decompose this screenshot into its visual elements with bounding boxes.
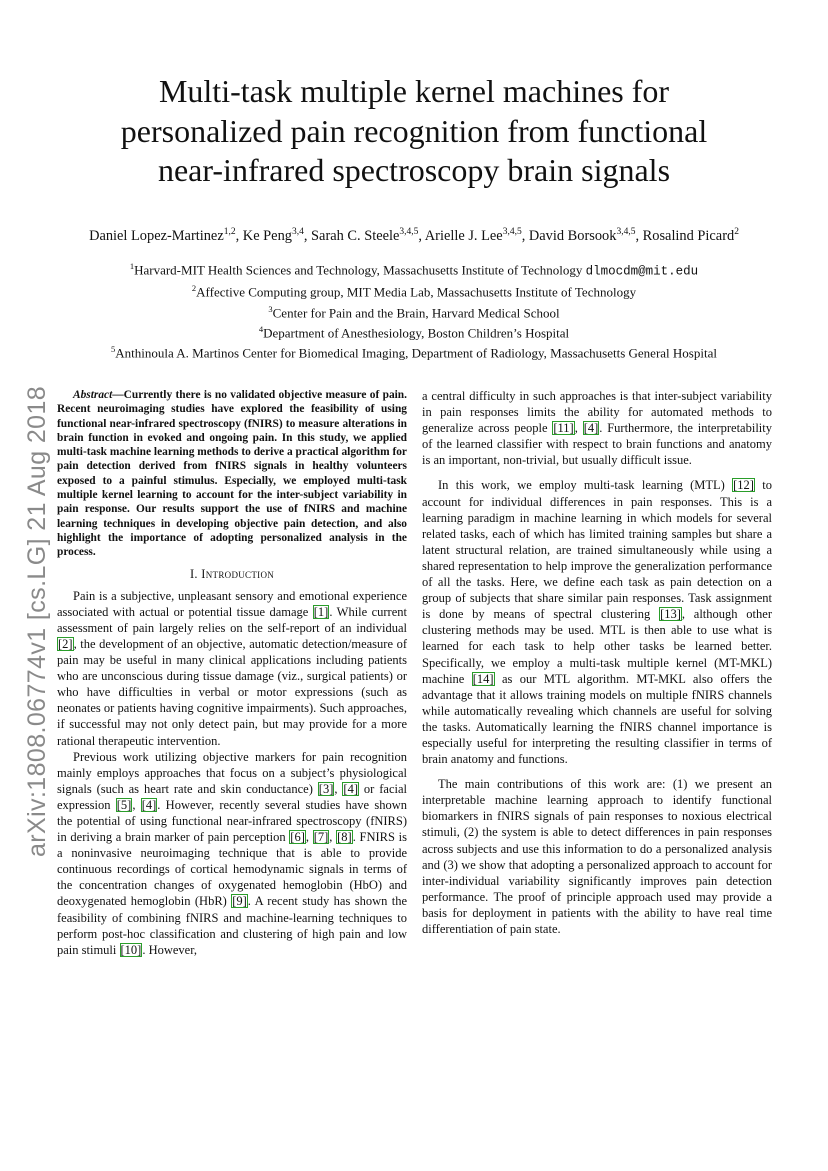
citation-link[interactable]: [11] [553,421,574,436]
affiliation: $^3$Center for Pain and the Brain, Harvard Medical School [268,303,560,320]
citation-link[interactable]: [2] [58,636,73,651]
affiliation: $^5$Anthinoula A. Martinos Center for Biomedical Imaging, Department of Radiology, Massachusetts General Hospital [111,344,717,361]
abstract-text: —Currently there is no validated objective measure of pain. Recent neuroimaging studies have explored the feasibility of using functional near-infrared spectroscopy (fNIRS) to measure alterations in brain function in evoked and ongoing pain. In this study, we applied multi-task machine learning methods to derive a practical algorithm for pain detection derived from fNIRS signals in healthy volunteers exposed to a painful stimulus. Especially, we employed multi-task multiple kernel learning to account for the inter-subject variability in pain response. Our results support the use of fNIRS and machine learning techniques in developing objective pain detection, and also highlight the importance of adopting personalized analysis in the process. [57,389,407,559]
citation-link[interactable]: [1] [313,604,329,619]
author-list: Daniel Lopez-Martinez$^{1,2}$, Ke Peng$^{3,4}$, Sarah C. Steele$^{3,4,5}$, Arielle J. Lee$^{3,4,5}$, David Borsook$^{3,4,5}$, Rosalind Picard$^2$ [89,227,739,244]
intro-paragraph-2: Previous work utilizing objective markers for pain recognition mainly employs approaches that focus on a subject’s physiological signals (such as heart rate and skin conductance) [3], [4] or facial expression [5], [4]. However, recently several studies have shown the potential of using functional near-infrared spectroscopy (fNIRS) in deriving a brain marker of pain perception [6], [7], [8]. FNIRS is a noninvasive neuroimaging technique that is able to provide continuous recordings of cortical hemodynamic signals in terms of the concentration changes of oxygenated hemoglobin (HbO) and deoxygenated hemoglobin (HbR) [9]. A recent study has shown the feasibility of combining fNIRS and machine-learning techniques to perform post-hoc classification and clustering of high pain and low pain stimuli [10]. However, [57,749,408,957]
citation-link[interactable]: [9] [232,894,247,909]
citation-link[interactable]: [13] [660,607,681,622]
citation-link[interactable]: [4] [141,797,157,812]
intro-paragraph-4: In this work, we employ multi-task learning (MTL) [12] to account for individual differences in pain responses. This is a learning paradigm in machine learning in which models for several related tasks, each of which has limited training samples but share a latent structural relation, are trained simultaneously while using a shared representation to help improve the generalization performance of all the tasks. Here, we define each task as pain detection on a group of subjects that share similar pain responses. Task assignment is done by means of spectral clustering [13], although other clustering methods may be used. MTL is then able to use what is learned for each task to help other tasks be learned better. Specifically, we employ a multi-task multiple kernel (MT-MKL) machine [14] as our MTL algorithm. MT-MKL also offers the advantage that it allows training models on multiple fNIRS channels while automatically revealing which channels are useful for solving the tasks. Automatically learning the fNIRS channel importance is especially useful for interpreting the resulting classifier in terms of brain anatomy and functions. [422,478,772,767]
author: Ke Peng$^{3,4}$ [242,227,304,244]
author: Arielle J. Lee$^{3,4,5}$ [424,227,522,244]
email-link[interactable]: dlmocdm@mit.edu [585,264,699,279]
author: Rosalind Picard$^2$ [642,227,739,244]
arxiv-stamp: arXiv:1808.06774v1 [cs.LG] 21 Aug 2018 [23,385,51,857]
author: David Borsook$^{3,4,5}$ [528,227,636,244]
citation-link[interactable]: [14] [472,671,494,686]
intro-paragraph-1: Pain is a subjective, unpleasant sensory and emotional experience associated with actual or potential tissue damage [1]. While current assessment of pain largely relies on the self-report of an individual [2], the development of an objective, automatic detection/measure of pain may be useful in many clinical applications including patients who are unconscious during tissue damage (viz., surgical patients) or who have difficulties in verbal or motor expressions (such as neonates or patients having cognitive impairments). Such approaches, if successful may not only detect pain, but may provide for a more rational therapeutic intervention. [57,588,407,748]
affiliation: $^1$Harvard-MIT Health Sciences and Technology, Massachusetts Institute of Technology dlmocdm@mit.edu [129,261,699,279]
citation-link[interactable]: [3] [318,781,334,796]
citation-link[interactable]: [10] [120,942,142,957]
intro-paragraph-5: The main contributions of this work are: (1) we present an interpretable machine learning approach to identify functional biomarkers in fNIRS signals of pain responses to noxious electrical stimuli, (2) the system is able to detect differences in pain responses across subjects and use this information to do a personalized analysis and (3) we show that adopting a personalized approach to account for inter-individual variability significantly improves pain detection performance. The proof of principle approach used may provide a basis for deployment in patients with the ability to have real time differentiation of pain state. [422,777,772,936]
citation-link[interactable]: [12] [733,478,754,493]
title-line-2: personalized pain recognition from functional [120,112,708,149]
title-line-3: near-infrared spectroscopy brain signals [157,152,671,188]
title-line-1: Multi-task multiple kernel machines for [158,73,670,109]
abstract-lead: Abstract [73,389,113,401]
affiliation: $^4$Department of Anesthesiology, Boston Children’s Hospital [258,323,570,341]
citation-link[interactable]: [4] [343,781,358,796]
citation-link[interactable]: [5] [116,797,132,812]
citation-link[interactable]: [4] [583,421,599,436]
paper-title [40,72,788,191]
author: Sarah C. Steele$^{3,4,5}$ [311,227,419,244]
intro-paragraph-3: a central difficulty in such approaches is that inter-subject variability in pain responses limits the ability for automated methods to generalize across people [11], [4]. Furthermore, the interpretability of the learned classifier with respect to brain functions and anatomy is an important, non-trivial, but usually difficult issue. [422,389,772,468]
affiliation: $^2$Affective Computing group, MIT Media Lab, Massachusetts Institute of Technology [191,283,637,300]
citation-link[interactable]: [6] [290,830,305,845]
citation-link[interactable]: [8] [337,830,352,845]
left-column [57,388,407,958]
author: Daniel Lopez-Martinez$^{1,2}$ [89,227,236,244]
right-column [422,388,772,937]
abstract [57,388,407,560]
citation-link[interactable]: [7] [313,830,329,845]
affiliation-list [20,258,808,362]
section-heading: I. Introduction [189,566,275,581]
